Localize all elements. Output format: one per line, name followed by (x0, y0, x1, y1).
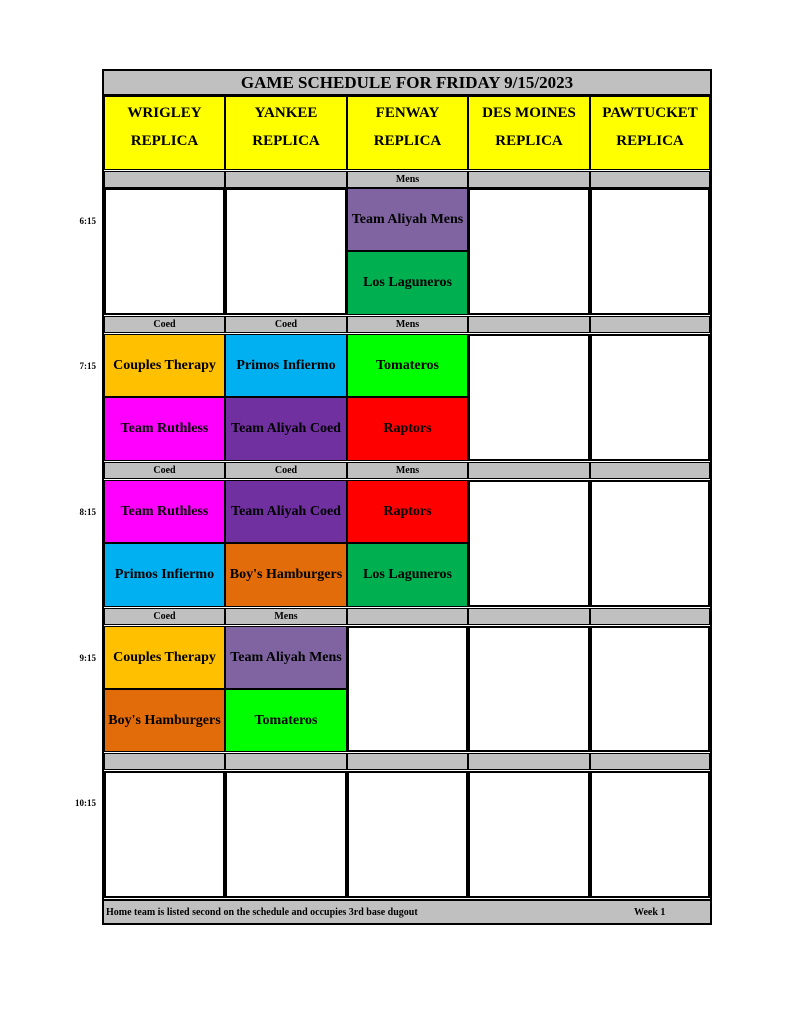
division-band: Coed (225, 462, 347, 479)
venue-name: WRIGLEY (127, 105, 202, 121)
team-cell-away: Couples Therapy (104, 626, 225, 689)
team-cell-away: Couples Therapy (104, 334, 225, 397)
division-band (225, 753, 347, 770)
empty-slot (468, 334, 590, 461)
team-cell-home: Team Ruthless (104, 397, 225, 461)
footer-note: Home team is listed second on the schedule and occupies 3rd base dugout (106, 907, 418, 918)
empty-slot (225, 771, 347, 898)
division-band (590, 462, 710, 479)
empty-slot (225, 188, 347, 315)
division-band (104, 753, 225, 770)
team-cell-home: Tomateros (225, 689, 347, 752)
team-cell-away: Team Aliyah Coed (225, 480, 347, 543)
week-label: Week 1 (634, 907, 666, 918)
empty-slot (347, 771, 468, 898)
time-label: 6:15 (79, 216, 96, 226)
team-cell-home: Raptors (347, 397, 468, 461)
division-band: Coed (104, 462, 225, 479)
division-band (590, 171, 710, 188)
empty-slot (590, 334, 710, 461)
venue-header-wrigley (104, 96, 225, 170)
division-band (468, 171, 590, 188)
division-band: Mens (347, 171, 468, 188)
empty-slot (468, 188, 590, 315)
venue-header-pawtucket (590, 96, 710, 170)
division-band: Coed (225, 316, 347, 333)
page-title: GAME SCHEDULE FOR FRIDAY 9/15/2023 (102, 69, 712, 96)
empty-slot (590, 480, 710, 607)
empty-slot (468, 771, 590, 898)
team-cell-away: Primos Infiermo (225, 334, 347, 397)
team-cell-home: Boy's Hamburgers (104, 689, 225, 752)
venue-subtitle: REPLICA (373, 133, 442, 149)
venue-header-yankee (225, 96, 347, 170)
empty-slot (104, 188, 225, 315)
division-band (104, 171, 225, 188)
time-label: 9:15 (79, 653, 96, 663)
division-band (468, 608, 590, 625)
empty-slot (590, 188, 710, 315)
venue-header-des-moines (468, 96, 590, 170)
venue-name: YANKEE (254, 105, 318, 121)
empty-slot (590, 626, 710, 752)
time-label: 8:15 (79, 507, 96, 517)
empty-slot (347, 626, 468, 752)
time-label: 10:15 (75, 798, 96, 808)
division-band: Coed (104, 608, 225, 625)
venue-name: PAWTUCKET (602, 105, 698, 121)
division-band (590, 316, 710, 333)
team-cell-away: Team Aliyah Mens (347, 188, 468, 251)
team-cell-home: Los Laguneros (347, 251, 468, 315)
division-band (347, 753, 468, 770)
division-band: Coed (104, 316, 225, 333)
division-band (347, 608, 468, 625)
empty-slot (468, 480, 590, 607)
team-cell-home: Boy's Hamburgers (225, 543, 347, 607)
team-cell-home: Primos Infiermo (104, 543, 225, 607)
venue-header-fenway (347, 96, 468, 170)
team-cell-away: Raptors (347, 480, 468, 543)
time-label: 7:15 (79, 361, 96, 371)
empty-slot (468, 626, 590, 752)
division-band (468, 316, 590, 333)
division-band (225, 171, 347, 188)
venue-subtitle: REPLICA (252, 133, 320, 149)
division-band: Mens (225, 608, 347, 625)
division-band (468, 462, 590, 479)
division-band: Mens (347, 462, 468, 479)
team-cell-away: Team Aliyah Mens (225, 626, 347, 689)
division-band: Mens (347, 316, 468, 333)
team-cell-home: Los Laguneros (347, 543, 468, 607)
schedule-footer (102, 899, 712, 925)
venue-name: DES MOINES (482, 105, 576, 121)
venue-subtitle: REPLICA (495, 133, 563, 149)
division-band (590, 608, 710, 625)
team-cell-away: Team Ruthless (104, 480, 225, 543)
venue-name: FENWAY (375, 105, 440, 121)
venue-subtitle: REPLICA (616, 133, 684, 149)
division-band (468, 753, 590, 770)
venue-subtitle: REPLICA (130, 133, 199, 149)
empty-slot (104, 771, 225, 898)
team-cell-away: Tomateros (347, 334, 468, 397)
division-band (590, 753, 710, 770)
team-cell-home: Team Aliyah Coed (225, 397, 347, 461)
empty-slot (590, 771, 710, 898)
